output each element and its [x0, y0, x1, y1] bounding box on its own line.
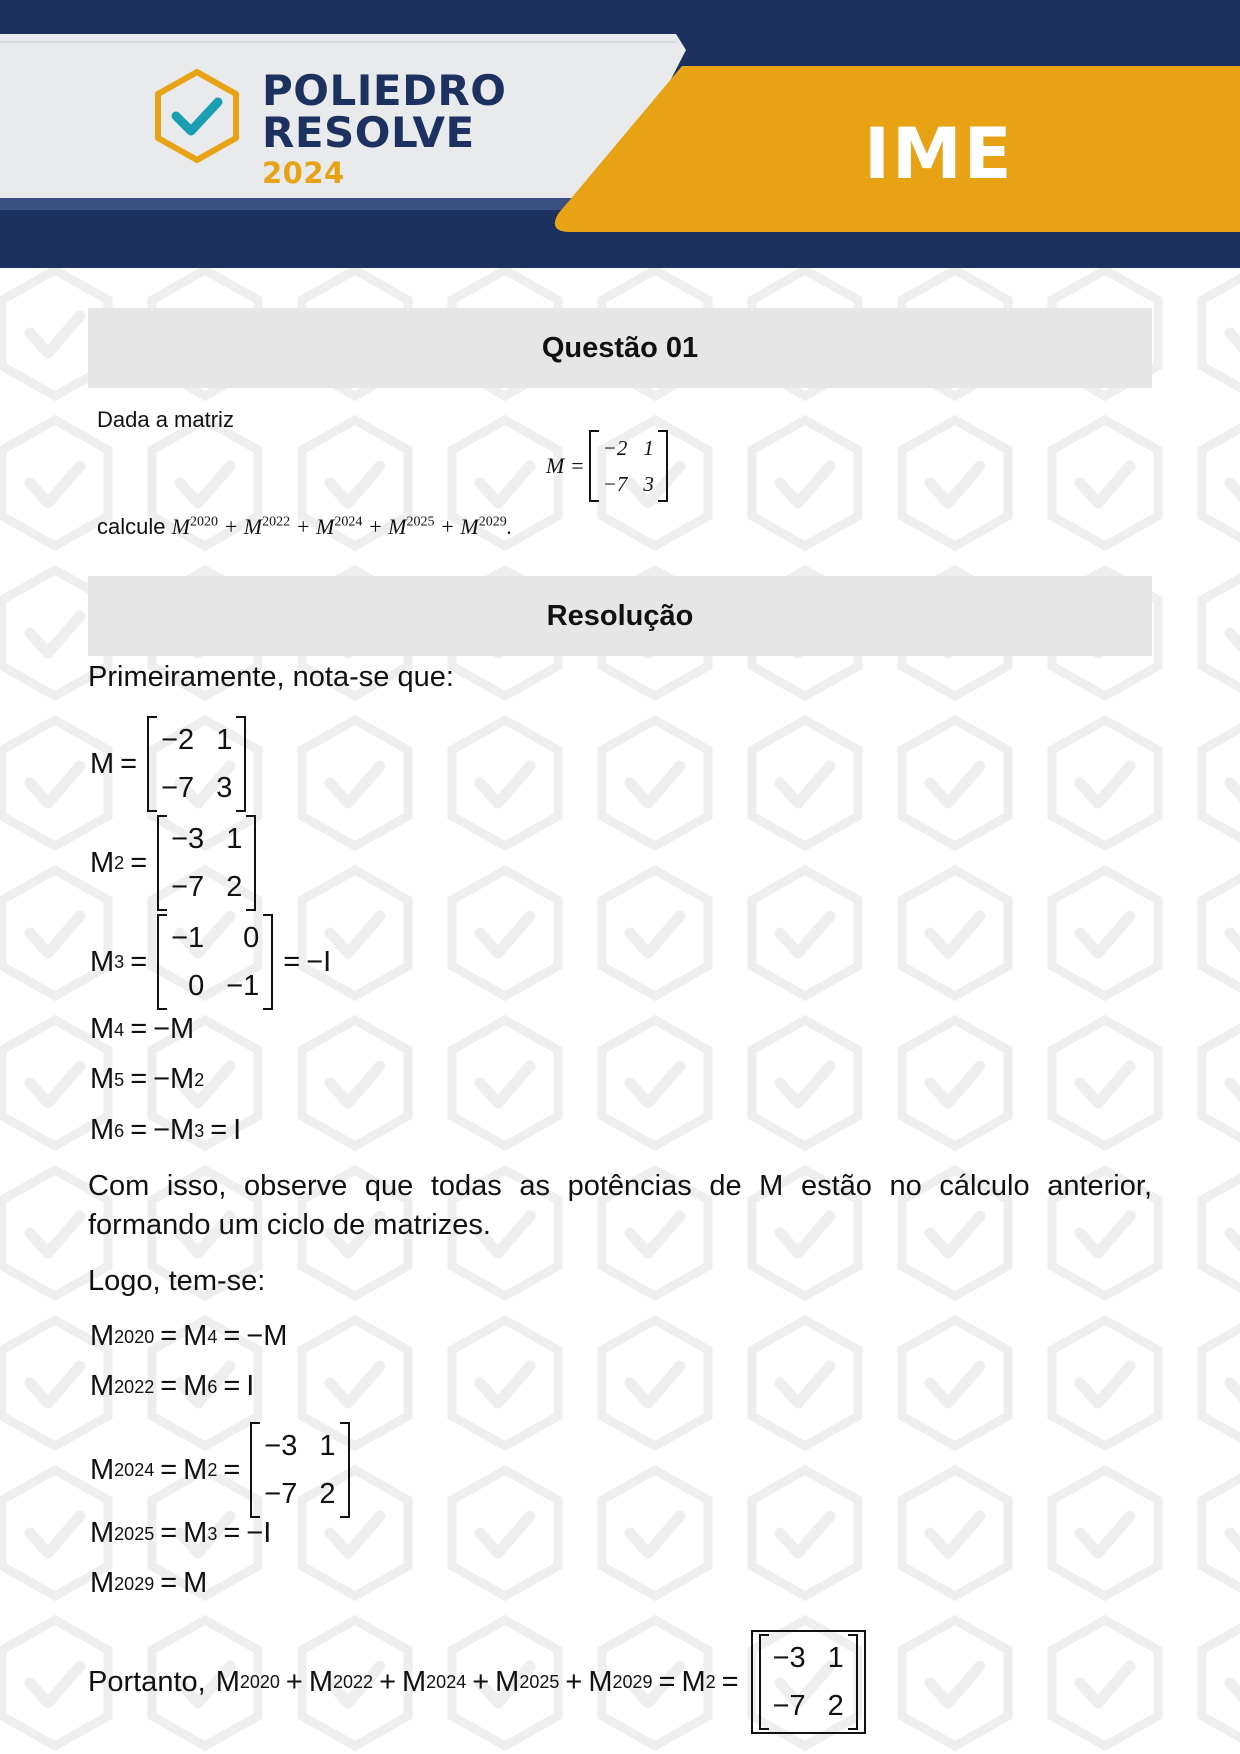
resolution-title: Resolução	[546, 599, 694, 632]
result-m2022: M 2022 = M 6 = I	[90, 1370, 255, 1402]
equation-m5: M 5 = −M 2	[90, 1063, 205, 1095]
matrix-cell: −7	[161, 772, 195, 804]
matrix-cell: 0	[243, 922, 260, 954]
matrix-cell: −1	[171, 922, 205, 954]
matrix-cell: −7	[772, 1690, 806, 1722]
matrix-cell: 1	[216, 724, 233, 756]
matrix-cell: 3	[643, 472, 654, 496]
matrix-cell: −1	[226, 970, 260, 1002]
cycle-paragraph: Com isso, observe que todas as potências de M estão no cálculo anterior, formando um ciclo de matrizes.	[88, 1170, 1152, 1241]
question-matrix-equation	[546, 430, 672, 502]
matrix-cell: 0	[188, 970, 205, 1002]
equation-m6: M 6 = −M 3 = I	[90, 1114, 242, 1146]
brand-line-1: POLIEDRO	[262, 66, 507, 115]
equation-m2: M 2 = −3 1 −7 2	[90, 815, 260, 911]
matrix-m3	[157, 914, 273, 1010]
matrix-m2	[157, 815, 256, 911]
final-matrix	[759, 1634, 858, 1730]
matrix-cell: −3	[772, 1642, 806, 1674]
calc-expression: $M^{2020} + M^{2022} + M^{2024} + M^{2025} + M^{2029}$.	[171, 514, 513, 539]
question-title: Questão 01	[541, 331, 699, 364]
equation-m3: M 3 = −1 0 0 −1 = −I	[90, 914, 331, 1010]
matrix-cell: −3	[171, 823, 205, 855]
question-calc-line	[97, 514, 512, 540]
final-answer-box	[751, 1630, 866, 1734]
matrix-cell: 3	[216, 772, 233, 804]
matrix-cell: 1	[827, 1642, 844, 1674]
brand-line-2: RESOLVE	[262, 108, 475, 157]
matrix-cell: −2	[161, 724, 195, 756]
matrix-cell: 2	[827, 1690, 844, 1722]
matrix-cell: −7	[264, 1478, 298, 1510]
matrix-m	[147, 716, 246, 812]
result-m2025: M 2025 = M 3 = −I	[90, 1517, 272, 1549]
matrix-cell: 1	[319, 1430, 336, 1462]
question-title-bar	[88, 308, 1152, 388]
result-m2029: M 2029 = M	[90, 1567, 208, 1599]
question-matrix	[589, 430, 668, 502]
final-equation: Portanto, M 2020 + M 2022 + M 2024 + M 2025 + M 2029 = M 2 = −3 1 −7 2	[88, 1630, 866, 1734]
matrix-cell: −3	[264, 1430, 298, 1462]
brand-year: 2024	[262, 156, 345, 190]
matrix-cell: −7	[171, 871, 205, 903]
matrix-cell: −2	[602, 436, 628, 460]
matrix-cell: −7	[602, 472, 628, 496]
resolution-title-bar	[88, 576, 1152, 656]
matrix-cell: 1	[226, 823, 243, 855]
question-intro: Dada a matriz	[97, 407, 234, 432]
matrix-cell: 2	[226, 871, 243, 903]
result-m2020: M 2020 = M 4 = −M	[90, 1320, 288, 1352]
matrix-m2024	[250, 1422, 349, 1518]
exam-name: IME	[864, 113, 1014, 195]
matrix-cell: 1	[643, 436, 654, 460]
result-m2024: M 2024 = M 2 = −3 1 −7 2	[90, 1422, 354, 1518]
logo-line: Logo, tem-se:	[88, 1265, 266, 1297]
resolution-first-line: Primeiramente, nota-se que:	[88, 661, 454, 693]
equation-m4: M 4 = −M	[90, 1013, 195, 1045]
equation-m: M = −2 1 −7 3	[90, 716, 250, 812]
matrix-label: M =	[546, 453, 585, 478]
calc-prefix: calcule	[97, 514, 166, 539]
matrix-cell: 2	[319, 1478, 336, 1510]
